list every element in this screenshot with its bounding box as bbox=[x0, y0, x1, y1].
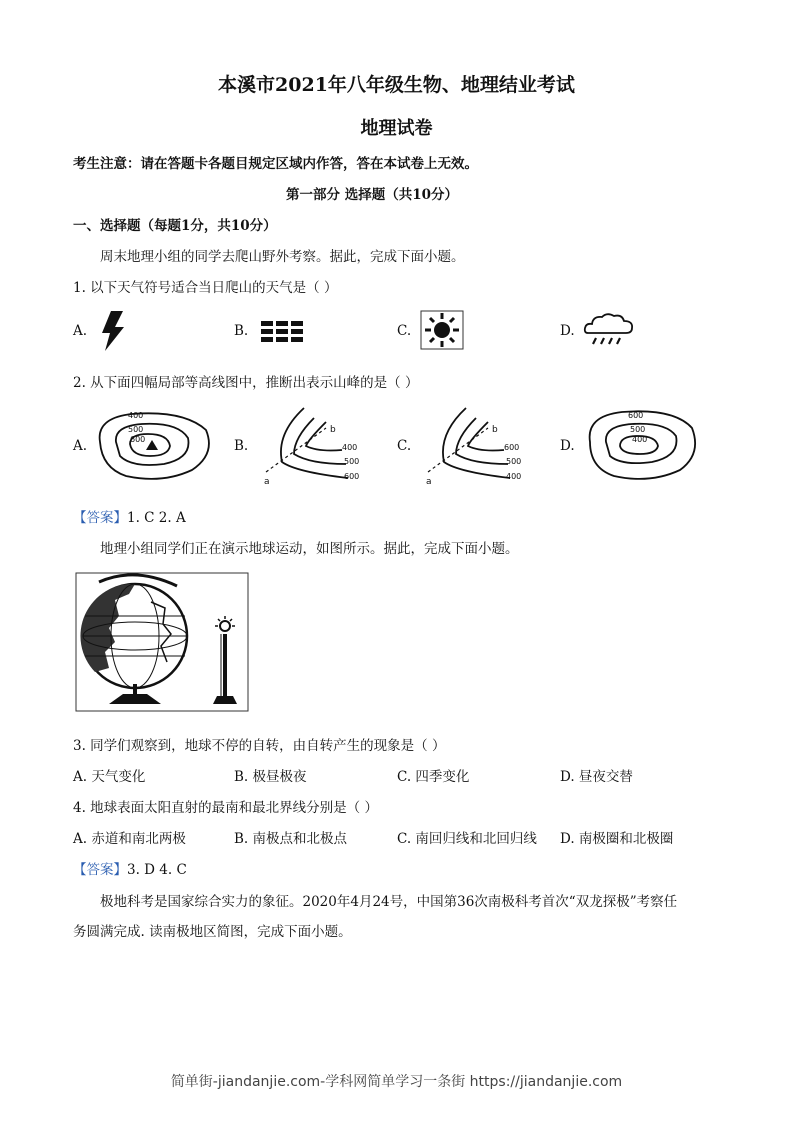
exam-notice: 考生注意：请在答题卡各题目规定区域内作答，答在本试卷上无效。 bbox=[73, 156, 478, 172]
answer-block-2 bbox=[73, 858, 187, 878]
question-3: 3. 同学们观察到，地球不停的自转，由自转产生的现象是（ ） bbox=[73, 738, 446, 754]
intro-3-line-2: 务圆满完成. 读南极地区简图，完成下面小题。 bbox=[73, 924, 352, 940]
contour-map-b bbox=[256, 402, 380, 488]
q1-option-a: A. bbox=[73, 323, 88, 339]
q3-option-b: B. 极昼极夜 bbox=[234, 769, 307, 785]
globe-demo-figure bbox=[75, 572, 249, 712]
q2-option-c: C. bbox=[397, 438, 412, 454]
contour-b-label-600: 600 bbox=[344, 472, 360, 481]
answer-text: 3. D 4. C bbox=[127, 862, 187, 878]
q4-option-b: B. 南极点和北极点 bbox=[234, 831, 348, 847]
exam-subtitle: 地理试卷 bbox=[360, 118, 433, 139]
contour-map-c bbox=[418, 402, 542, 488]
exam-title: 本溪市2021年八年级生物、地理结业考试 bbox=[218, 74, 575, 96]
intro-1: 周末地理小组的同学去爬山野外考察。据此，完成下面小题。 bbox=[100, 249, 465, 265]
contour-b-label-500: 500 bbox=[344, 457, 360, 466]
intro-2: 地理小组同学们正在演示地球运动，如图所示。据此，完成下面小题。 bbox=[100, 541, 519, 557]
footer-watermark: 简单街-jiandanjie.com-学科网简单学习一条街 https://jiandanjie.com bbox=[170, 1074, 623, 1090]
answer-block-1 bbox=[73, 506, 186, 526]
contour-c-label-b: b bbox=[492, 425, 498, 435]
intro-3-line-1: 极地科考是国家综合实力的象征。2020年4月24号，中国第36次南极科考首次“双龙探极”考察任 bbox=[100, 894, 678, 910]
answer-tag: 【答案】 bbox=[73, 862, 127, 878]
sun-icon bbox=[420, 310, 464, 350]
q1-option-d: D. bbox=[560, 323, 575, 339]
contour-c-label-a: a bbox=[426, 477, 432, 487]
q3-option-d: D. 昼夜交替 bbox=[560, 769, 633, 785]
contour-b-label-b: b bbox=[330, 425, 336, 435]
contour-map-d bbox=[582, 404, 702, 486]
contour-b-label-400: 400 bbox=[342, 443, 358, 452]
answer-text: 1. C 2. A bbox=[127, 510, 186, 526]
q2-option-b: B. bbox=[234, 438, 249, 454]
contour-c-label-500: 500 bbox=[506, 457, 522, 466]
contour-d-label-400: 400 bbox=[632, 435, 648, 444]
q2-option-a: A. bbox=[73, 438, 88, 454]
part-heading: 第一部分 选择题（共10分） bbox=[286, 187, 458, 203]
contour-a-label-500: 500 bbox=[128, 425, 144, 434]
answer-tag: 【答案】 bbox=[73, 510, 127, 526]
q4-option-a: A. 赤道和南北两极 bbox=[73, 831, 186, 847]
lightning-icon bbox=[97, 309, 129, 353]
question-2: 2. 从下面四幅局部等高线图中，推断出表示山峰的是（ ） bbox=[73, 375, 419, 391]
q3-option-a: A. 天气变化 bbox=[73, 769, 146, 785]
q4-option-c: C. 南回归线和北回归线 bbox=[397, 831, 537, 847]
question-1: 1. 以下天气符号适合当日爬山的天气是（ ） bbox=[73, 280, 338, 296]
fog-icon bbox=[260, 319, 304, 345]
contour-c-label-600: 600 bbox=[504, 443, 520, 452]
contour-d-label-600: 600 bbox=[628, 411, 644, 420]
contour-b-label-a: a bbox=[264, 477, 270, 487]
q1-option-b: B. bbox=[234, 323, 249, 339]
q2-option-d: D. bbox=[560, 438, 575, 454]
contour-c-label-400: 400 bbox=[506, 472, 522, 481]
q4-option-d: D. 南极圈和北极圈 bbox=[560, 831, 674, 847]
contour-a-label-400: 400 bbox=[128, 411, 144, 420]
contour-a-label-600: 600 bbox=[130, 435, 146, 444]
contour-d-label-500: 500 bbox=[630, 425, 646, 434]
rain-icon bbox=[582, 311, 636, 351]
q3-option-c: C. 四季变化 bbox=[397, 769, 470, 785]
contour-map-a bbox=[92, 404, 216, 486]
q1-option-c: C. bbox=[397, 323, 412, 339]
question-4: 4. 地球表面太阳直射的最南和最北界线分别是（ ） bbox=[73, 800, 378, 816]
section-heading: 一、选择题（每题1分，共10分） bbox=[73, 218, 277, 234]
